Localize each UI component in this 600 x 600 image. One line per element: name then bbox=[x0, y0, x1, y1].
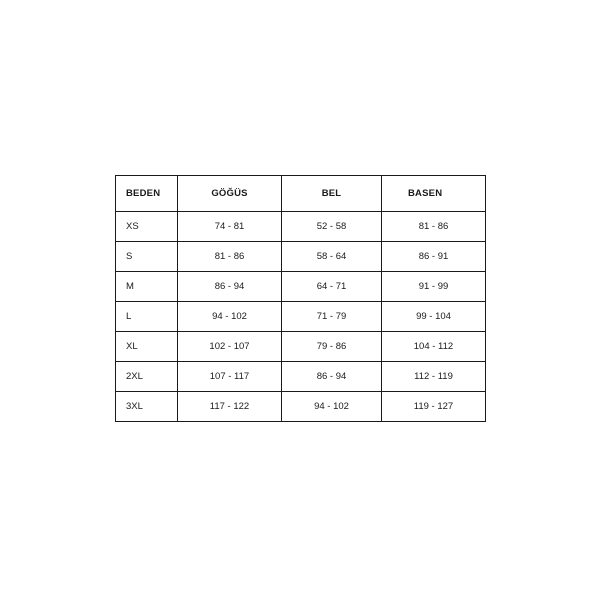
cell-waist: 94 - 102 bbox=[282, 392, 382, 422]
column-header-gogus: GÖĞÜS bbox=[178, 176, 282, 212]
cell-hip: 119 - 127 bbox=[382, 392, 486, 422]
cell-size: 2XL bbox=[116, 362, 178, 392]
cell-size: L bbox=[116, 302, 178, 332]
table-row bbox=[116, 242, 486, 272]
table-row bbox=[116, 212, 486, 242]
cell-size: XS bbox=[116, 212, 178, 242]
cell-size: M bbox=[116, 272, 178, 302]
table-row bbox=[116, 392, 486, 422]
cell-waist: 71 - 79 bbox=[282, 302, 382, 332]
cell-waist: 52 - 58 bbox=[282, 212, 382, 242]
cell-hip: 91 - 99 bbox=[382, 272, 486, 302]
cell-hip: 104 - 112 bbox=[382, 332, 486, 362]
cell-waist: 86 - 94 bbox=[282, 362, 382, 392]
column-header-beden: BEDEN bbox=[116, 176, 178, 212]
table-row bbox=[116, 362, 486, 392]
cell-hip: 99 - 104 bbox=[382, 302, 486, 332]
cell-waist: 79 - 86 bbox=[282, 332, 382, 362]
cell-chest: 74 - 81 bbox=[178, 212, 282, 242]
cell-chest: 86 - 94 bbox=[178, 272, 282, 302]
cell-chest: 102 - 107 bbox=[178, 332, 282, 362]
cell-chest: 81 - 86 bbox=[178, 242, 282, 272]
cell-size: 3XL bbox=[116, 392, 178, 422]
size-chart-table bbox=[115, 175, 486, 422]
cell-hip: 86 - 91 bbox=[382, 242, 486, 272]
cell-hip: 81 - 86 bbox=[382, 212, 486, 242]
cell-chest: 117 - 122 bbox=[178, 392, 282, 422]
column-header-bel: BEL bbox=[282, 176, 382, 212]
cell-waist: 58 - 64 bbox=[282, 242, 382, 272]
cell-size: S bbox=[116, 242, 178, 272]
table-row bbox=[116, 332, 486, 362]
table-row bbox=[116, 272, 486, 302]
cell-hip: 112 - 119 bbox=[382, 362, 486, 392]
table-header bbox=[116, 176, 486, 212]
column-header-basen: BASEN bbox=[382, 176, 486, 212]
table-body bbox=[116, 212, 486, 422]
table-header-row bbox=[116, 176, 486, 212]
cell-size: XL bbox=[116, 332, 178, 362]
cell-chest: 107 - 117 bbox=[178, 362, 282, 392]
cell-chest: 94 - 102 bbox=[178, 302, 282, 332]
table-row bbox=[116, 302, 486, 332]
cell-waist: 64 - 71 bbox=[282, 272, 382, 302]
